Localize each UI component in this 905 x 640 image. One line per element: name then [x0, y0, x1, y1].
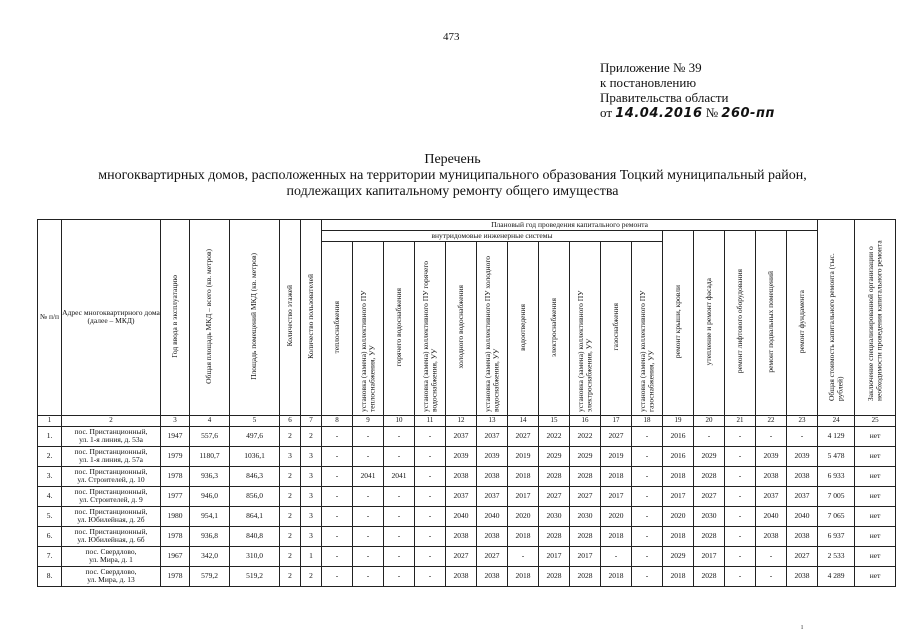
- table-row: [38, 446, 896, 466]
- row-number: 3.: [38, 466, 62, 486]
- table-cell: 2018: [601, 566, 632, 586]
- table-cell: 2029: [570, 446, 601, 466]
- table-row: [38, 546, 896, 566]
- table-cell: 342,0: [190, 546, 230, 566]
- address-line-2: ул. 1-я линия, д. 57а: [79, 455, 143, 464]
- table-cell: 2028: [694, 526, 725, 546]
- table-cell: -: [601, 546, 632, 566]
- column-number: 3: [161, 415, 190, 426]
- appendix-block: [600, 60, 775, 121]
- header-address: Адрес многоквартирного дома (далее – МКД): [62, 220, 161, 416]
- header-conclusion: Заключение специализированной организации о необходимости проведения капитального ремонта: [855, 220, 896, 416]
- column-number: 21: [725, 415, 756, 426]
- table-cell: 2: [280, 526, 301, 546]
- table-cell: 2017: [601, 486, 632, 506]
- address-cell: [62, 546, 161, 566]
- table-cell: -: [384, 486, 415, 506]
- address-line-1: пос. Пристанционный,: [74, 526, 148, 536]
- table-cell: 2022: [570, 426, 601, 446]
- address-line-1: пос. Пристанционный,: [74, 506, 148, 516]
- table-cell: -: [756, 426, 787, 446]
- table-cell: 497,6: [230, 426, 280, 446]
- table-cell: 2027: [446, 546, 477, 566]
- appendix-line-3: Правительства области: [600, 90, 729, 105]
- table-cell: 519,2: [230, 566, 280, 586]
- table-cell: нет: [855, 426, 896, 446]
- table-cell: 2039: [477, 446, 508, 466]
- table-cell: 2038: [787, 566, 818, 586]
- table-cell: нет: [855, 486, 896, 506]
- column-number: 5: [230, 415, 280, 426]
- header-heat-meter: установка (замена) коллективного ПУ теплоснабжения, УУ: [353, 242, 384, 416]
- table-cell: 6 933: [818, 466, 855, 486]
- table-cell: 2027: [477, 546, 508, 566]
- table-cell: 2038: [446, 526, 477, 546]
- table-cell: нет: [855, 466, 896, 486]
- table-cell: 936,8: [190, 526, 230, 546]
- table-cell: -: [415, 546, 446, 566]
- table-cell: 2018: [663, 466, 694, 486]
- table-cell: 2017: [508, 486, 539, 506]
- table-cell: 2040: [477, 506, 508, 526]
- table-cell: 2041: [353, 466, 384, 486]
- column-number: 1: [38, 415, 62, 426]
- address-cell: [62, 506, 161, 526]
- table-cell: 2016: [663, 446, 694, 466]
- table-cell: 2017: [539, 546, 570, 566]
- table-cell: 864,1: [230, 506, 280, 526]
- table-cell: -: [632, 486, 663, 506]
- table-cell: -: [694, 426, 725, 446]
- header-elevator: ремонт лифтового оборудования: [725, 231, 756, 416]
- table-cell: 5 478: [818, 446, 855, 466]
- appendix-line-1: Приложение № 39: [600, 60, 702, 75]
- table-cell: -: [353, 566, 384, 586]
- table-cell: 2027: [508, 426, 539, 446]
- date-prefix: от: [600, 105, 613, 120]
- column-number: 12: [446, 415, 477, 426]
- buildings-table: [37, 219, 896, 587]
- table-cell: -: [353, 426, 384, 446]
- table-cell: -: [353, 526, 384, 546]
- table-cell: 2028: [539, 466, 570, 486]
- column-number: 19: [663, 415, 694, 426]
- row-number: 2.: [38, 446, 62, 466]
- header-total-area: Общая площадь МКД – всего (кв. метров): [190, 220, 230, 416]
- header-facade: утепление и ремонт фасада: [694, 231, 725, 416]
- table-cell: 2030: [694, 506, 725, 526]
- table-cell: 2040: [787, 506, 818, 526]
- column-number: 4: [190, 415, 230, 426]
- header-cold-water: холодного водоснабжения: [446, 242, 477, 416]
- number-prefix: №: [705, 105, 719, 120]
- table-cell: 2027: [694, 486, 725, 506]
- table-cell: 2017: [694, 546, 725, 566]
- table-cell: 3: [301, 466, 322, 486]
- table-cell: 1977: [161, 486, 190, 506]
- table-cell: -: [725, 506, 756, 526]
- table-cell: -: [632, 566, 663, 586]
- column-number: 25: [855, 415, 896, 426]
- table-cell: 4 289: [818, 566, 855, 586]
- address-line-1: пос. Свердлово,: [85, 546, 137, 556]
- table-cell: 2018: [508, 526, 539, 546]
- header-users: Количество пользователей: [301, 220, 322, 416]
- header-gas-meter: установка (замена) коллективного ПУ газоснабжения, УУ: [632, 242, 663, 416]
- table-cell: -: [725, 446, 756, 466]
- table-cell: 2018: [601, 466, 632, 486]
- table-cell: 2037: [477, 486, 508, 506]
- table-cell: 2: [280, 546, 301, 566]
- address-cell: [62, 466, 161, 486]
- table-cell: -: [322, 426, 353, 446]
- header-engineering: внутридомовые инженерные системы: [322, 231, 663, 242]
- table-cell: 1180,7: [190, 446, 230, 466]
- table-cell: 2041: [384, 466, 415, 486]
- table-cell: 1: [301, 546, 322, 566]
- column-number: 6: [280, 415, 301, 426]
- column-number: 8: [322, 415, 353, 426]
- table-cell: 2028: [570, 466, 601, 486]
- table-row: [38, 566, 896, 586]
- table-cell: -: [415, 486, 446, 506]
- handwritten-date: 14.04.2016: [615, 106, 703, 121]
- table-cell: -: [353, 546, 384, 566]
- table-cell: -: [415, 506, 446, 526]
- table-cell: 2018: [663, 566, 694, 586]
- table-cell: 2037: [477, 426, 508, 446]
- table-cell: -: [353, 446, 384, 466]
- table-cell: -: [725, 546, 756, 566]
- table-cell: нет: [855, 546, 896, 566]
- table-cell: 2018: [663, 526, 694, 546]
- table-cell: -: [384, 546, 415, 566]
- header-roof: ремонт крыши, кровли: [663, 231, 694, 416]
- table-cell: -: [632, 506, 663, 526]
- address-line-1: пос. Пристанционный,: [74, 486, 148, 496]
- table-cell: 2: [280, 426, 301, 446]
- header-hot-water-meter: установка (замена) коллективного ПУ горячего водоснабжения, УУ: [415, 242, 446, 416]
- table-cell: 2038: [477, 566, 508, 586]
- table-cell: 954,1: [190, 506, 230, 526]
- table-cell: -: [322, 566, 353, 586]
- header-floors: Количество этажей: [280, 220, 301, 416]
- column-number: 22: [756, 415, 787, 426]
- page-number: 473: [443, 31, 460, 43]
- column-number: 18: [632, 415, 663, 426]
- table-cell: -: [415, 566, 446, 586]
- address-line-2: ул. Юбилейная, д. 6б: [77, 535, 145, 544]
- table-cell: 2028: [694, 566, 725, 586]
- row-number: 7.: [38, 546, 62, 566]
- address-line-2: ул. Мира, д. 1: [89, 555, 133, 564]
- document-title: [60, 152, 845, 200]
- table-cell: -: [384, 526, 415, 546]
- address-line-1: пос. Пристанционный,: [74, 446, 148, 456]
- column-number: 24: [818, 415, 855, 426]
- table-row: [38, 526, 896, 546]
- table-cell: 856,0: [230, 486, 280, 506]
- header-gas: газоснабжения: [601, 242, 632, 416]
- handwritten-number: 260-пп: [721, 106, 775, 121]
- table-cell: нет: [855, 506, 896, 526]
- row-number: 8.: [38, 566, 62, 586]
- table-cell: 2040: [446, 506, 477, 526]
- table-cell: 840,8: [230, 526, 280, 546]
- row-number: 4.: [38, 486, 62, 506]
- table-cell: 4 129: [818, 426, 855, 446]
- table-row: [38, 426, 896, 446]
- address-line-2: ул. Мира, д. 13: [87, 575, 135, 584]
- table-cell: 1967: [161, 546, 190, 566]
- header-sewerage: водоотведения: [508, 242, 539, 416]
- table-cell: 2028: [539, 566, 570, 586]
- table-cell: 2039: [787, 446, 818, 466]
- table-cell: 579,2: [190, 566, 230, 586]
- table-cell: 2: [301, 566, 322, 586]
- address-cell: [62, 566, 161, 586]
- table-cell: -: [632, 526, 663, 546]
- address-line-2: ул. Строителей, д. 9: [79, 495, 143, 504]
- title-line-1: Перечень: [424, 152, 481, 167]
- table-cell: -: [384, 566, 415, 586]
- column-number: 23: [787, 415, 818, 426]
- table-cell: 2017: [663, 486, 694, 506]
- table-cell: -: [725, 566, 756, 586]
- table-cell: 2037: [787, 486, 818, 506]
- table-cell: 2018: [508, 466, 539, 486]
- table-cell: 2027: [787, 546, 818, 566]
- table-cell: -: [632, 546, 663, 566]
- table-cell: 7 005: [818, 486, 855, 506]
- table-cell: -: [725, 426, 756, 446]
- table-cell: 2038: [787, 526, 818, 546]
- table-row: [38, 506, 896, 526]
- table-cell: 2038: [477, 526, 508, 546]
- column-number: 15: [539, 415, 570, 426]
- table-cell: -: [725, 526, 756, 546]
- table-cell: 2028: [539, 526, 570, 546]
- table-cell: 2038: [756, 466, 787, 486]
- table-cell: 2018: [508, 566, 539, 586]
- header-year-built: Год ввода в эксплуатацию: [161, 220, 190, 416]
- table-cell: 2019: [508, 446, 539, 466]
- table-cell: 2: [280, 566, 301, 586]
- table-cell: 846,3: [230, 466, 280, 486]
- column-number: 14: [508, 415, 539, 426]
- table-cell: 2037: [446, 486, 477, 506]
- table-cell: -: [787, 426, 818, 446]
- table-cell: -: [415, 526, 446, 546]
- table-cell: 2038: [756, 526, 787, 546]
- table-cell: 2018: [601, 526, 632, 546]
- row-number: 6.: [38, 526, 62, 546]
- title-line-2: многоквартирных домов, расположенных на территории муниципального образования Тоцкий муниципальный район,: [98, 168, 807, 183]
- table-cell: 2030: [570, 506, 601, 526]
- table-cell: 2037: [446, 426, 477, 446]
- table-cell: 2027: [539, 486, 570, 506]
- table-cell: -: [322, 486, 353, 506]
- table-cell: 310,0: [230, 546, 280, 566]
- table-cell: 2038: [787, 466, 818, 486]
- address-cell: [62, 526, 161, 546]
- table-cell: 2: [280, 486, 301, 506]
- address-line-2: ул. Строителей, д. 10: [77, 475, 145, 484]
- table-cell: 2040: [756, 506, 787, 526]
- table-cell: 2029: [694, 446, 725, 466]
- table-cell: -: [322, 546, 353, 566]
- table-cell: 3: [301, 486, 322, 506]
- row-number: 5.: [38, 506, 62, 526]
- table-cell: 2030: [539, 506, 570, 526]
- address-line-1: пос. Свердлово,: [85, 566, 137, 576]
- table-cell: 1980: [161, 506, 190, 526]
- table-row: [38, 486, 896, 506]
- table-cell: 2: [301, 426, 322, 446]
- table-cell: 2037: [756, 486, 787, 506]
- table-cell: нет: [855, 446, 896, 466]
- table-cell: -: [632, 446, 663, 466]
- address-cell: [62, 426, 161, 446]
- table-cell: 2039: [446, 446, 477, 466]
- table-cell: -: [725, 466, 756, 486]
- table-cell: -: [415, 426, 446, 446]
- table-cell: -: [322, 466, 353, 486]
- table-cell: 2028: [570, 566, 601, 586]
- header-electricity: электроснабжения: [539, 242, 570, 416]
- table-cell: 6 937: [818, 526, 855, 546]
- table-cell: -: [322, 506, 353, 526]
- table-cell: 2019: [601, 446, 632, 466]
- column-number: 17: [601, 415, 632, 426]
- table-cell: 2028: [570, 526, 601, 546]
- table-cell: -: [384, 446, 415, 466]
- table-cell: -: [322, 526, 353, 546]
- header-planned-year: Плановый год проведения капитального ремонта: [322, 220, 818, 231]
- table-cell: 557,6: [190, 426, 230, 446]
- table-cell: 3: [301, 446, 322, 466]
- table-cell: нет: [855, 526, 896, 546]
- header-cold-water-meter: установка (замена) коллективного ПУ холодного водоснабжения, УУ: [477, 242, 508, 416]
- table-cell: -: [353, 486, 384, 506]
- column-number: 13: [477, 415, 508, 426]
- table-cell: 2 533: [818, 546, 855, 566]
- table-cell: -: [384, 426, 415, 446]
- table-cell: 2: [280, 506, 301, 526]
- table-cell: 2038: [446, 466, 477, 486]
- row-number: 1.: [38, 426, 62, 446]
- table-cell: 2016: [663, 426, 694, 446]
- table-cell: -: [756, 546, 787, 566]
- table-cell: 2028: [694, 466, 725, 486]
- column-numbers-row: [38, 415, 896, 426]
- table-cell: -: [415, 446, 446, 466]
- column-number: 20: [694, 415, 725, 426]
- column-number: 16: [570, 415, 601, 426]
- table-cell: -: [632, 466, 663, 486]
- title-line-3: подлежащих капитальному ремонту общего имущества: [286, 184, 619, 199]
- table-cell: 2: [280, 466, 301, 486]
- header-foundation: ремонт фундамента: [787, 231, 818, 416]
- table-cell: 3: [301, 526, 322, 546]
- table-cell: 936,3: [190, 466, 230, 486]
- table-cell: 2022: [539, 426, 570, 446]
- header-basement: ремонт подвальных помещений: [756, 231, 787, 416]
- address-line-2: ул. Юбилейная, д. 2б: [77, 515, 145, 524]
- address-cell: [62, 486, 161, 506]
- address-cell: [62, 446, 161, 466]
- table-cell: 2038: [477, 466, 508, 486]
- appendix-line-2: к постановлению: [600, 75, 697, 90]
- header-num: № п/п: [38, 220, 62, 416]
- table-cell: -: [415, 466, 446, 486]
- table-cell: 1978: [161, 466, 190, 486]
- table-cell: -: [508, 546, 539, 566]
- table-cell: -: [322, 446, 353, 466]
- scan-mark: ı: [801, 622, 804, 631]
- header-hot-water: горячего водоснабжения: [384, 242, 415, 416]
- table-cell: 2020: [601, 506, 632, 526]
- table-cell: 1036,1: [230, 446, 280, 466]
- table-cell: 946,0: [190, 486, 230, 506]
- table-cell: 2020: [663, 506, 694, 526]
- table-cell: 2020: [508, 506, 539, 526]
- table-cell: 2029: [539, 446, 570, 466]
- table-cell: -: [632, 426, 663, 446]
- column-number: 2: [62, 415, 161, 426]
- table-cell: 3: [301, 506, 322, 526]
- table-cell: 2039: [756, 446, 787, 466]
- column-number: 11: [415, 415, 446, 426]
- appendix-line-4: [600, 105, 775, 121]
- table-cell: 7 065: [818, 506, 855, 526]
- table-cell: 2038: [446, 566, 477, 586]
- table-cell: 2029: [663, 546, 694, 566]
- table-cell: 1978: [161, 566, 190, 586]
- table-cell: 2027: [570, 486, 601, 506]
- table-cell: -: [756, 566, 787, 586]
- header-premises-area: Площадь помещений МКД (кв. метров): [230, 220, 280, 416]
- table-cell: 1947: [161, 426, 190, 446]
- table-cell: -: [725, 486, 756, 506]
- column-number: 7: [301, 415, 322, 426]
- address-line-2: ул. 1-я линия, д. 53а: [79, 435, 143, 444]
- table-cell: -: [353, 506, 384, 526]
- address-line-1: пос. Пристанционный,: [74, 466, 148, 476]
- table-cell: 2027: [601, 426, 632, 446]
- table-cell: 1978: [161, 526, 190, 546]
- header-electricity-meter: установка (замена) коллективного ПУ электроснабжения, УУ: [570, 242, 601, 416]
- column-number: 9: [353, 415, 384, 426]
- table-cell: нет: [855, 566, 896, 586]
- address-line-1: пос. Пристанционный,: [74, 426, 148, 436]
- header-cost: Общая стоимость капитального ремонта (тыс. рублей): [818, 220, 855, 416]
- table-cell: 3: [280, 446, 301, 466]
- table-cell: 2017: [570, 546, 601, 566]
- column-number: 10: [384, 415, 415, 426]
- table-cell: -: [384, 506, 415, 526]
- table-cell: 1979: [161, 446, 190, 466]
- table-row: [38, 466, 896, 486]
- header-heating: теплоснабжения: [322, 242, 353, 416]
